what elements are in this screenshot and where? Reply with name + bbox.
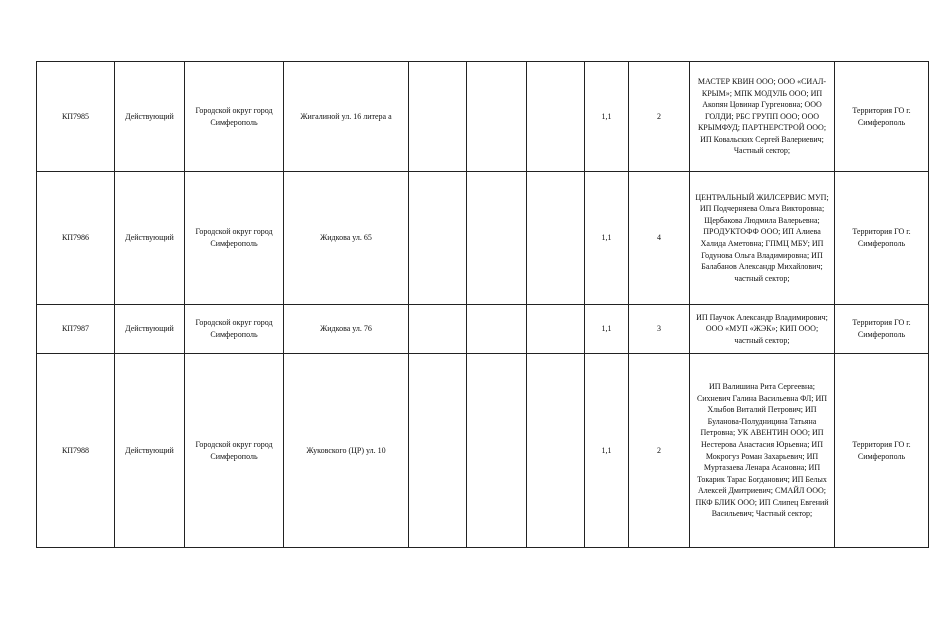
cell-territory: Территория ГО г. Симферополь [835, 305, 929, 354]
cell-district: Городской округ город Симферополь [185, 305, 284, 354]
cell-empty [527, 62, 585, 172]
cell-count: 2 [629, 354, 690, 548]
cell-address: Жигалиной ул. 16 литера а [284, 62, 409, 172]
cell-empty [467, 172, 527, 305]
cell-address: Жидкова ул. 76 [284, 305, 409, 354]
cell-organizations: ИП Валишина Рита Сергеевна; Сихневич Галина Васильевна ФЛ; ИП Хлыбов Виталий Петрович; ИП Буланова-Полудницина Татьяна Петровна; УК АВЕНТИН ООО; ИП Нестерова Анастасия Юрьевна; ИП Мокрогуз Роман Захарьевич; ИП Муртазаева Ленара Асановна; ИП Токарик Тарас Богданович; ИП Белых Алексей Дмитриевич; СМАЙЛ ООО; ПКФ БЛИК ООО; ИП Слипец Евгений Васильевич; Частный сектор; [690, 354, 835, 548]
cell-code: КП7988 [37, 354, 115, 548]
cell-code: КП7987 [37, 305, 115, 354]
table-row [37, 354, 929, 548]
cell-empty [527, 354, 585, 548]
table-row [37, 172, 929, 305]
cell-empty [527, 172, 585, 305]
cell-volume: 1,1 [585, 62, 629, 172]
cell-district: Городской округ город Симферополь [185, 62, 284, 172]
cell-code: КП7986 [37, 172, 115, 305]
cell-address: Жуковского (ЦР) ул. 10 [284, 354, 409, 548]
cell-territory: Территория ГО г. Симферополь [835, 172, 929, 305]
cell-code: КП7985 [37, 62, 115, 172]
cell-organizations: ЦЕНТРАЛЬНЫЙ ЖИЛСЕРВИС МУП; ИП Подчерняева Ольга Викторовна; Щербакова Людмила Валерьевна; ПРОДУКТОФФ ООО; ИП Алиева Халида Аметовна; ГПМЦ МБУ; ИП Годунова Ольга Владимировна; ИП Балабанов Александр Михайлович; частный сектор; [690, 172, 835, 305]
cell-volume: 1,1 [585, 305, 629, 354]
cell-empty [409, 305, 467, 354]
cell-empty [409, 62, 467, 172]
cell-empty [467, 62, 527, 172]
cell-empty [409, 354, 467, 548]
table-row [37, 305, 929, 354]
cell-empty [409, 172, 467, 305]
cell-territory: Территория ГО г. Симферополь [835, 354, 929, 548]
cell-volume: 1,1 [585, 354, 629, 548]
cell-district: Городской округ город Симферополь [185, 172, 284, 305]
cell-volume: 1,1 [585, 172, 629, 305]
cell-status: Действующий [115, 354, 185, 548]
table-row [37, 62, 929, 172]
cell-empty [467, 354, 527, 548]
cell-organizations: МАСТЕР КВИН ООО; ООО «СИАЛ-КРЫМ»; МПК МОДУЛЬ ООО; ИП Акопян Цовинар Гургеновна; ООО ГОЛДИ; РБС ГРУПП ООО; ООО КРЫМФУД; ПАРТНЕРСТРОЙ ООО; ИП Ковальских Сергей Валериевич; Частный сектор; [690, 62, 835, 172]
cell-empty [527, 305, 585, 354]
cell-status: Действующий [115, 172, 185, 305]
cell-count: 4 [629, 172, 690, 305]
cell-empty [467, 305, 527, 354]
cell-address: Жидкова ул. 65 [284, 172, 409, 305]
cell-count: 2 [629, 62, 690, 172]
cell-status: Действующий [115, 305, 185, 354]
cell-district: Городской округ город Симферополь [185, 354, 284, 548]
cell-count: 3 [629, 305, 690, 354]
cell-status: Действующий [115, 62, 185, 172]
cell-organizations: ИП Паучок Александр Владимирович; ООО «МУП «ЖЭК»; КИП ООО; частный сектор; [690, 305, 835, 354]
cell-territory: Территория ГО г. Симферополь [835, 62, 929, 172]
registry-table [36, 61, 929, 548]
